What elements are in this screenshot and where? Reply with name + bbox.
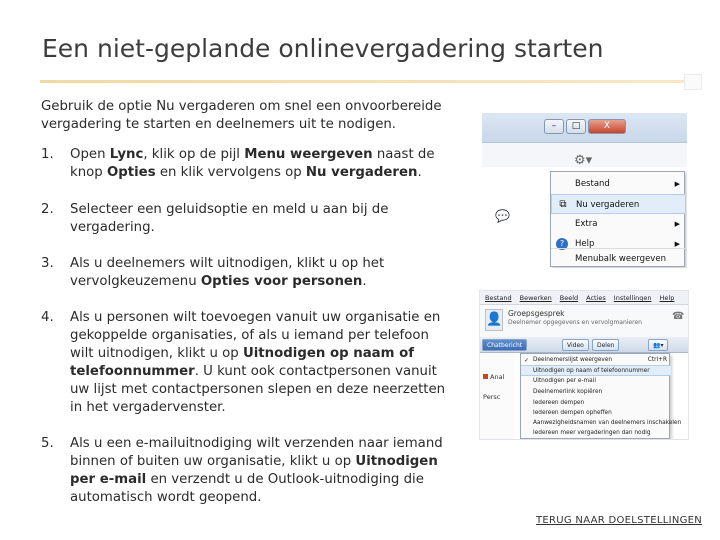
step-text: vervolgkeuzemenu	[70, 274, 201, 289]
step-keyword: Uitnodigen op naam of	[242, 346, 415, 361]
step-number: 5.	[41, 436, 54, 451]
step-text: in het vergadervenster.	[70, 400, 226, 415]
step-number: 1.	[41, 147, 54, 162]
step-text: .	[362, 274, 367, 289]
group-name: Groepsgesprek	[508, 309, 565, 318]
slide-title: Een niet-geplande onlinevergadering starten	[42, 34, 604, 63]
menu-item-label: Extra	[575, 219, 598, 229]
step-keyword: Opties voor personen	[200, 274, 363, 289]
step-keyword: Opties	[106, 165, 156, 180]
step-text: naast de	[372, 147, 435, 162]
step-text: wilt uitnodigen, klikt u op	[70, 346, 243, 361]
intro-paragraph	[41, 98, 461, 134]
menu-item-link-kopieren[interactable]	[521, 387, 671, 398]
menubar-item[interactable]: Beeld	[559, 294, 579, 302]
tab-chatbericht[interactable]: Chatbericht	[482, 339, 527, 351]
step-4	[41, 309, 451, 417]
step-keyword: Nu vergaderen	[305, 165, 418, 180]
menu-item-label: Iedereen dempen	[533, 400, 585, 406]
lync-menu-screenshot	[482, 113, 687, 268]
submenu-arrow-icon: ▶	[674, 220, 680, 228]
checkmark-icon: ✓	[524, 357, 530, 364]
menubar-item[interactable]: Bestand	[485, 294, 512, 302]
tab-video[interactable]: Video	[562, 339, 589, 351]
group-subtitle: Deelnemer opgegevens en vervolgmanieren	[508, 319, 642, 326]
intro-text: Gebruik de optie	[41, 99, 157, 114]
corner-decoration	[684, 74, 702, 90]
menu-item-label: Menubalk weergeven	[575, 254, 666, 264]
step-text: vergadering.	[70, 220, 155, 235]
step-text: . U kunt ook contactpersonen vanuit	[194, 364, 437, 379]
left-pane-item[interactable]: Anal	[483, 373, 504, 381]
menu-item-label: Iedereen meer vergaderingen dan nodig	[533, 430, 651, 436]
menu-item-label: Deelnemerslijst weergeven	[533, 357, 613, 363]
conversation-header	[480, 305, 689, 337]
menu-item-bestand[interactable]	[551, 174, 686, 194]
menu-item-label: Help	[575, 239, 595, 249]
step-text: , klik op de pijl	[143, 147, 245, 162]
people-options-icon[interactable]: 👥▾	[648, 339, 668, 351]
options-gear-icon[interactable]: ⚙▾	[574, 153, 593, 168]
step-text: Open	[70, 147, 110, 162]
step-text: Als u een e-mailuitnodiging wilt verzenden naar iemand	[70, 436, 443, 451]
menubar	[480, 291, 689, 305]
menu-item-extra[interactable]	[551, 214, 686, 234]
title-underline	[40, 80, 695, 83]
people-options-menu	[520, 353, 682, 439]
submenu-arrow-icon: ▶	[674, 240, 680, 248]
left-pane	[480, 353, 514, 440]
step-text: en klik vervolgens op	[155, 165, 306, 180]
menu-item-uitnodigen-naam[interactable]	[521, 365, 671, 376]
intro-text: om snel een onvoorbereide	[255, 99, 442, 114]
step-text: knop	[70, 165, 107, 180]
menu-item-label: Deelnemerlink kopiëren	[533, 389, 603, 395]
step-text: en verzendt u de Outlook-uitnodiging die	[146, 472, 424, 487]
menu-item-label: Uitnodigen per e-mail	[533, 378, 596, 384]
menu-item-nu-vergaderen[interactable]	[551, 194, 686, 214]
step-text: automatisch wordt geopend.	[70, 490, 262, 505]
step-keyword: per e-mail	[70, 472, 147, 487]
step-number: 2.	[41, 202, 54, 217]
meeting-icon: ⧉	[559, 199, 567, 210]
step-text: binnen of buiten uw organisatie, klikt u op	[70, 454, 356, 469]
back-to-objectives-link[interactable]: TERUG NAAR DOELSTELLINGEN	[536, 515, 703, 526]
menubar-item[interactable]: Acties	[586, 294, 606, 302]
step-keyword: telefoonnummer	[70, 364, 195, 379]
conversation-toolbar	[480, 337, 689, 353]
step-text: gekoppelde organisaties, of als u iemand per telefoon	[70, 328, 429, 343]
left-pane-item[interactable]: Persc	[483, 393, 501, 401]
menubar-item[interactable]: Bewerken	[519, 294, 552, 302]
maximize-button[interactable]: □	[566, 119, 586, 134]
step-text: Als u deelnemers wilt uitnodigen, klikt u op het	[70, 256, 385, 271]
menu-item-label: Nu vergaderen	[576, 200, 640, 210]
step-keyword: Menu weergeven	[244, 147, 373, 162]
window-titlebar	[482, 113, 687, 143]
phone-icon[interactable]: ☎	[672, 311, 685, 322]
menubar-item[interactable]: Help	[659, 294, 675, 302]
menu-item-label: Iedereen dempen opheffen	[533, 410, 612, 416]
close-button[interactable]: X	[588, 119, 626, 134]
intro-keyword: Nu vergaderen	[156, 99, 256, 114]
chat-bubble-icon: 💬	[495, 209, 510, 223]
step-2	[41, 201, 451, 237]
conversation-window-screenshot	[479, 290, 689, 440]
menu-item-label: Bestand	[575, 179, 610, 189]
step-keyword: Uitnodigen	[355, 454, 438, 469]
avatar: 👤	[485, 309, 503, 331]
intro-text: vergadering te starten en deelnemers uit te nodigen.	[41, 117, 397, 132]
step-text: Selecteer een geluidsoptie en meld u aan bij de	[70, 202, 389, 217]
step-text: uw lijst met contactpersonen slepen en deze neerzetten	[70, 382, 446, 397]
step-number: 4.	[41, 310, 54, 325]
minimize-button[interactable]: –	[544, 119, 564, 134]
menu-item-uitnodigen-email[interactable]	[521, 376, 671, 387]
show-menu-dropdown	[550, 171, 685, 267]
menu-item-menubalk[interactable]	[551, 248, 686, 268]
step-3	[41, 255, 451, 291]
step-1	[41, 146, 451, 182]
menu-item-iedereen[interactable]	[521, 428, 671, 439]
menubar-item[interactable]: Instellingen	[613, 294, 652, 302]
tab-delen[interactable]: Delen	[592, 339, 619, 351]
help-icon: ?	[556, 238, 568, 250]
step-text: Als u personen wilt toevoegen vanuit uw organisatie en	[70, 310, 441, 325]
step-text: .	[417, 165, 422, 180]
step-5	[41, 435, 451, 507]
shortcut-key: Ctrl+R	[647, 357, 667, 363]
step-number: 3.	[41, 256, 54, 271]
menu-item-label: Uitnodigen op naam of telefoonnummer	[533, 368, 650, 374]
submenu-arrow-icon: ▶	[674, 180, 680, 188]
step-keyword: Lync	[109, 147, 144, 162]
menu-item-label: Aanwezigheidsnamen van deelnemers inschakelen	[533, 420, 682, 426]
